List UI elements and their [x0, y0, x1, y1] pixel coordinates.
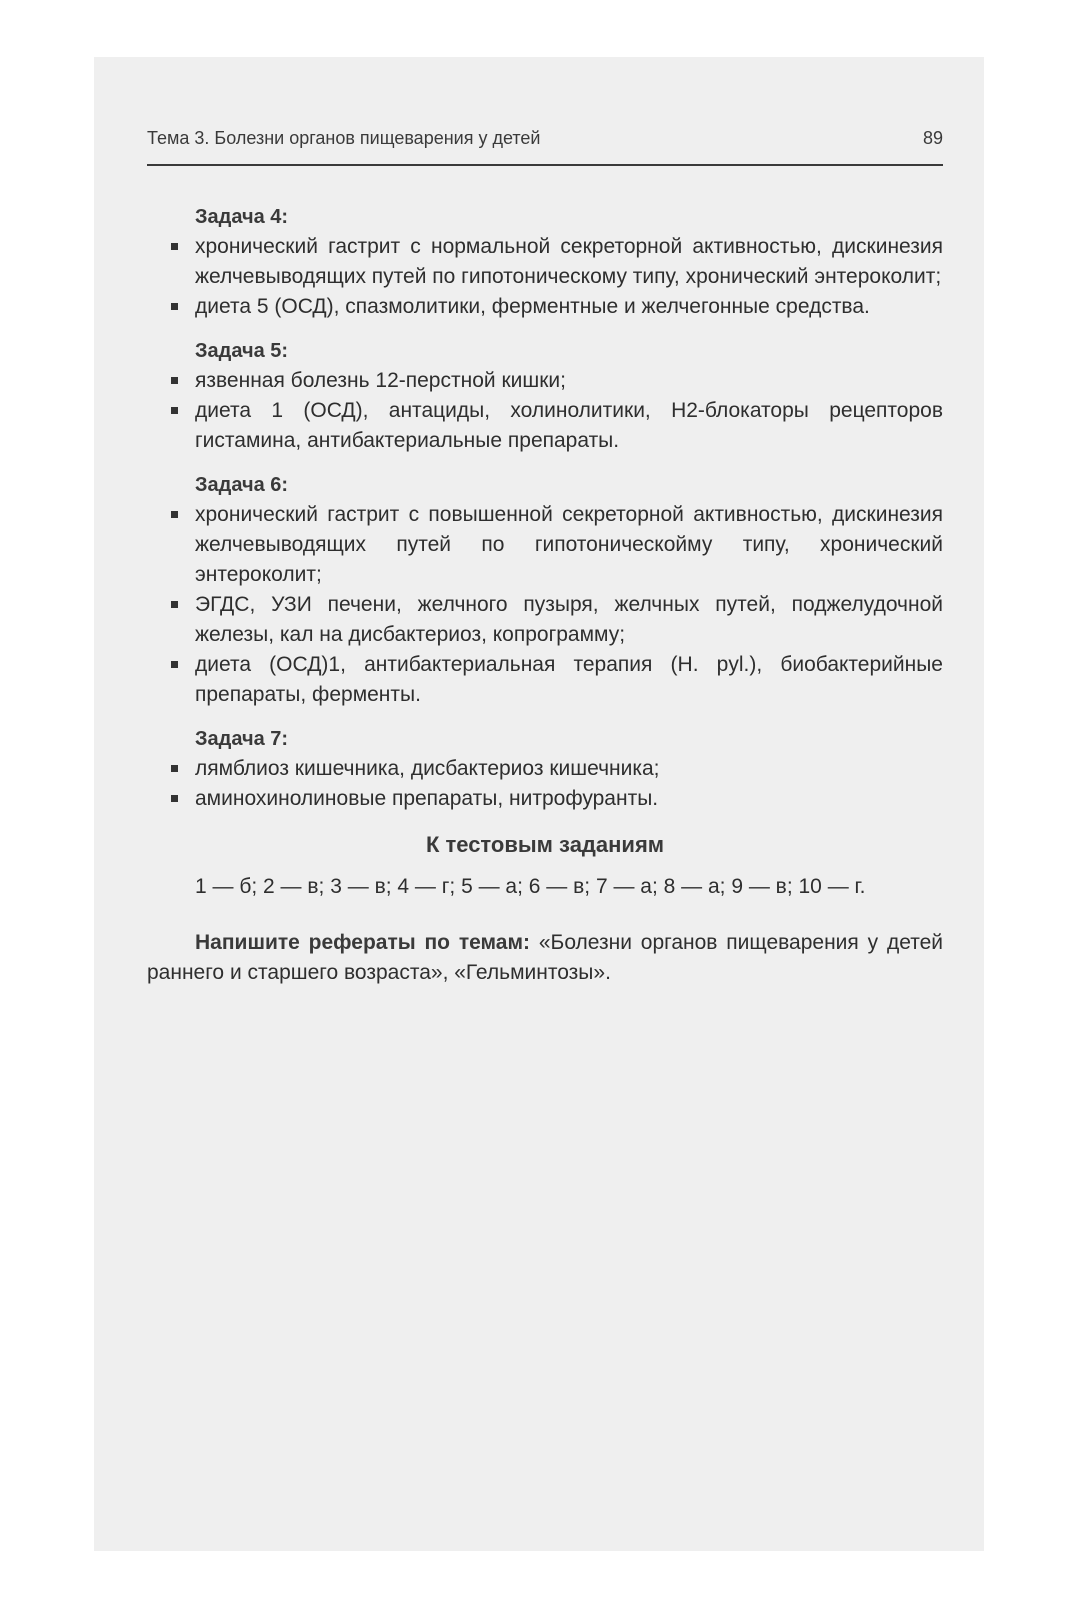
task-title: Задача 7: [195, 728, 289, 750]
list-item-text: диета 5 (ОСД), спазмолитики, ферментные и желчегонные средства. [195, 295, 870, 318]
task-title: Задача 5: [195, 340, 289, 362]
essay-assignment [147, 928, 943, 988]
essay-topics: «Болезни органов пищеварения у детей раннего и старшего возраста», «Гельминтозы». [147, 931, 943, 984]
list-item [147, 784, 943, 814]
square-bullet-icon [171, 377, 178, 384]
page-number: 89 [922, 128, 943, 148]
list-item-text: аминохинолиновые препараты, нитрофуранты. [195, 787, 659, 810]
task-answer-list [147, 232, 943, 322]
list-item [147, 500, 943, 590]
task-4 [147, 202, 943, 322]
list-item [147, 650, 943, 710]
task-6 [147, 470, 943, 710]
square-bullet-icon [171, 661, 178, 668]
list-item [147, 396, 943, 456]
list-item-text: диета 1 (ОСД), антациды, холинолитики, Н2-блокаторы рецепторов гистамина, антибактериальные препараты. [195, 399, 943, 452]
square-bullet-icon [171, 407, 178, 414]
square-bullet-icon [171, 601, 178, 608]
task-answer-list [147, 366, 943, 456]
list-item-text: хронический гастрит с нормальной секреторной активностью, дискинезия желчевыводящих путей по гипотоническому типу, хронический энтероколит; [195, 235, 943, 288]
list-item-text: лямблиоз кишечника, дисбактериоз кишечника; [195, 757, 660, 780]
list-item-text: хронический гастрит с повышенной секреторной активностью, дискинезия желчевыводящих путей по гипотоническойму типу, хронический энтероколит; [195, 503, 943, 586]
task-7 [147, 724, 943, 814]
list-item [147, 590, 943, 650]
list-item-text: язвенная болезнь 12-перстной кишки; [195, 369, 566, 392]
task-title: Задача 4: [195, 206, 289, 228]
list-item [147, 292, 943, 322]
list-item [147, 232, 943, 292]
square-bullet-icon [171, 303, 178, 310]
list-item-text: диета (ОСД)1, антибактериальная терапия (H. pyl.), биобактерийные препараты, ферменты. [195, 653, 943, 706]
square-bullet-icon [171, 243, 178, 250]
square-bullet-icon [171, 511, 178, 518]
essay-label: Напишите рефераты по темам: [195, 931, 531, 954]
list-item-text: ЭГДС, УЗИ печени, желчного пузыря, желчных путей, поджелудочной железы, кал на дисбактериоз, копрограмму; [195, 593, 943, 646]
task-answer-list [147, 500, 943, 710]
header-title: Тема 3. Болезни органов пищеварения у детей [147, 128, 541, 148]
square-bullet-icon [171, 765, 178, 772]
page-content [147, 202, 943, 988]
list-item [147, 754, 943, 784]
task-title: Задача 6: [195, 474, 289, 496]
running-header [147, 126, 943, 166]
square-bullet-icon [171, 795, 178, 802]
task-5 [147, 336, 943, 456]
tests-heading: К тестовым заданиям [425, 832, 665, 857]
list-item [147, 366, 943, 396]
task-answer-list [147, 754, 943, 814]
tests-answer-key: 1 — б; 2 — в; 3 — в; 4 — г; 5 — а; 6 — в; 7 — а; 8 — а; 9 — в; 10 — г. [195, 875, 866, 898]
